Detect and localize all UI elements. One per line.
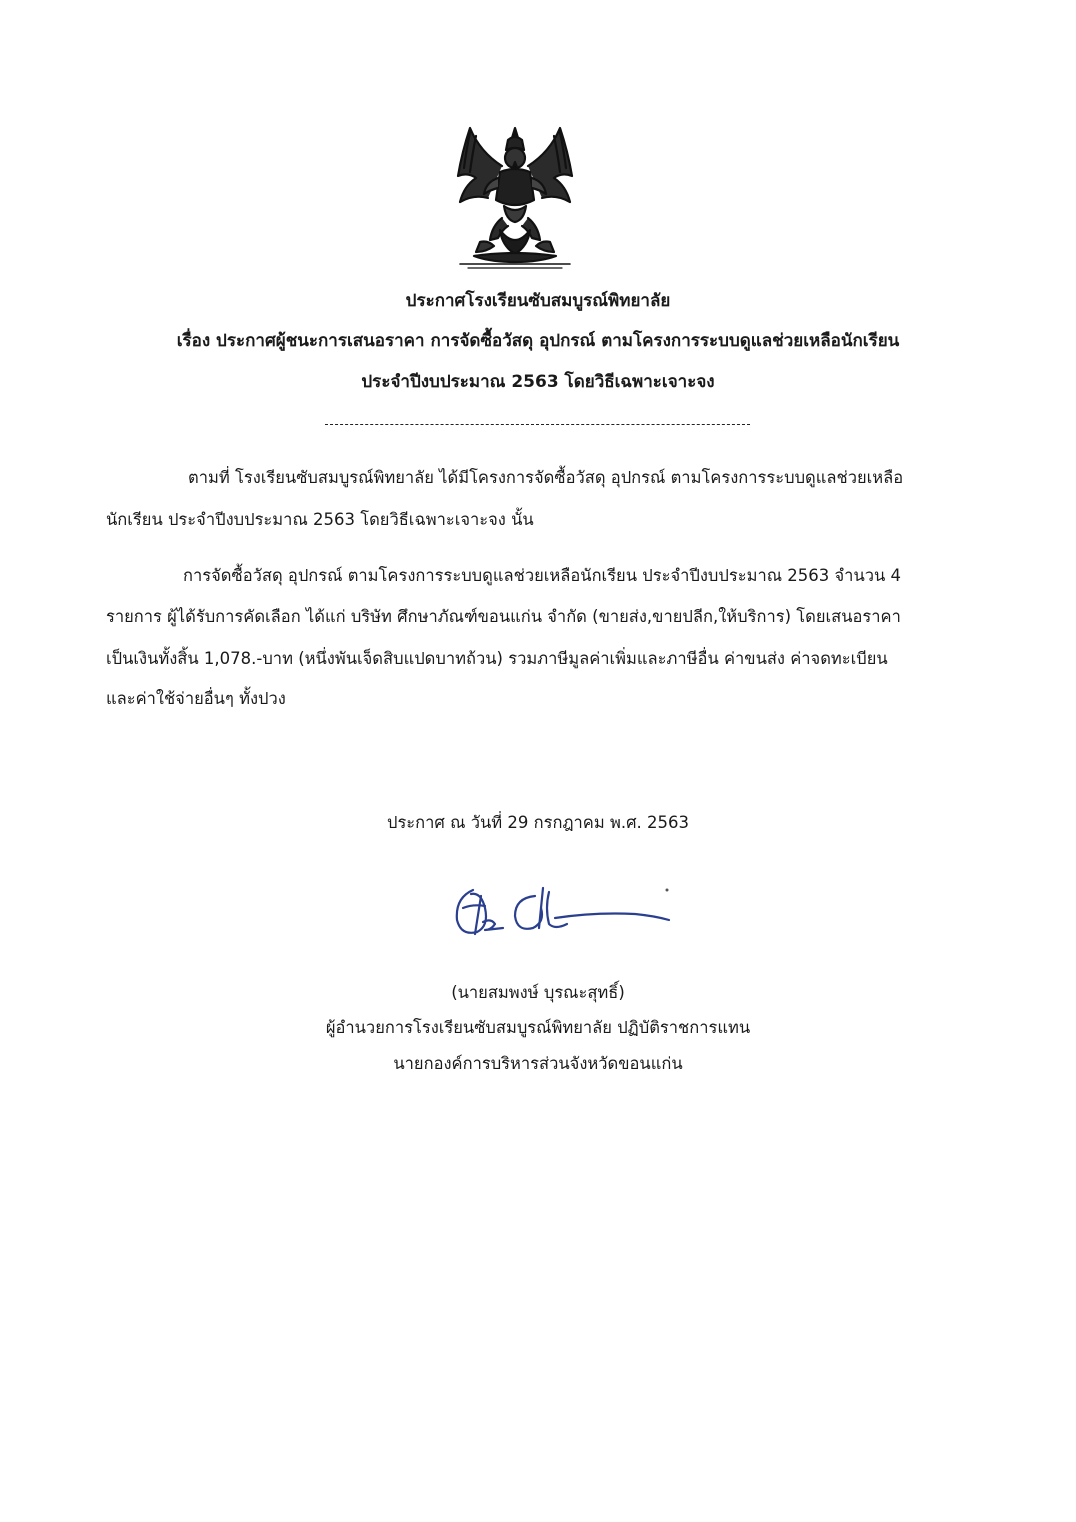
- signatory-organization: นายกองค์การบริหารส่วนจังหวัดขอนแก่น: [393, 1054, 683, 1073]
- announcement-date: ประกาศ ณ วันที่ 29 กรกฎาคม พ.ศ. 2563: [386, 813, 690, 832]
- announcement-subject: เรื่อง ประกาศผู้ชนะการเสนอราคา การจัดซื้อวัสดุ อุปกรณ์ ตามโครงการระบบดูแลช่วยเหลือนักเรียน: [176, 331, 900, 351]
- paragraph-2-line-3: เป็นเงินทั้งสิ้น 1,078.-บาท (หนึ่งพันเจ็ดสิบแปดบาทถ้วน) รวมภาษีมูลค่าเพิ่มและภาษีอื่น ค่าขนส่ง ค่าจดทะเบียน: [106, 649, 888, 668]
- paragraph-1-line-2: นักเรียน ประจำปีงบประมาณ 2563 โดยวิธีเฉพาะเจาะจง นั้น: [106, 510, 534, 529]
- header-divider: [325, 424, 750, 425]
- signatory-name: (นายสมพงษ์ บุรณะสุทธิ์): [451, 983, 625, 1002]
- announcement-title: ประกาศโรงเรียนซับสมบูรณ์พิทยาลัย: [405, 291, 671, 311]
- paragraph-2-line-4: และค่าใช้จ่ายอื่นๆ ทั้งปวง: [106, 689, 286, 708]
- paragraph-2-line-2: รายการ ผู้ได้รับการคัดเลือก ได้แก่ บริษัท ศึกษาภัณฑ์ขอนแก่น จำกัด (ขายส่ง,ขายปลีก,ให้บริการ) โดยเสนอราคา: [106, 607, 901, 626]
- garuda-emblem-icon: [440, 122, 590, 272]
- signatory-position: ผู้อำนวยการโรงเรียนซับสมบูรณ์พิทยาลัย ปฏิบัติราชการแทน: [325, 1018, 751, 1037]
- paragraph-1-line-1: ตามที่ โรงเรียนซับสมบูรณ์พิทยาลัย ได้มีโครงการจัดซื้อวัสดุ อุปกรณ์ ตามโครงการระบบดูแลช่วยเหลือ: [188, 468, 904, 487]
- signature-image: [445, 878, 675, 948]
- announcement-subject-continued: ประจำปีงบประมาณ 2563 โดยวิธีเฉพาะเจาะจง: [361, 372, 715, 392]
- paragraph-2-line-1: การจัดซื้อวัสดุ อุปกรณ์ ตามโครงการระบบดูแลช่วยเหลือนักเรียน ประจำปีงบประมาณ 2563 จำนวน 4: [183, 566, 902, 585]
